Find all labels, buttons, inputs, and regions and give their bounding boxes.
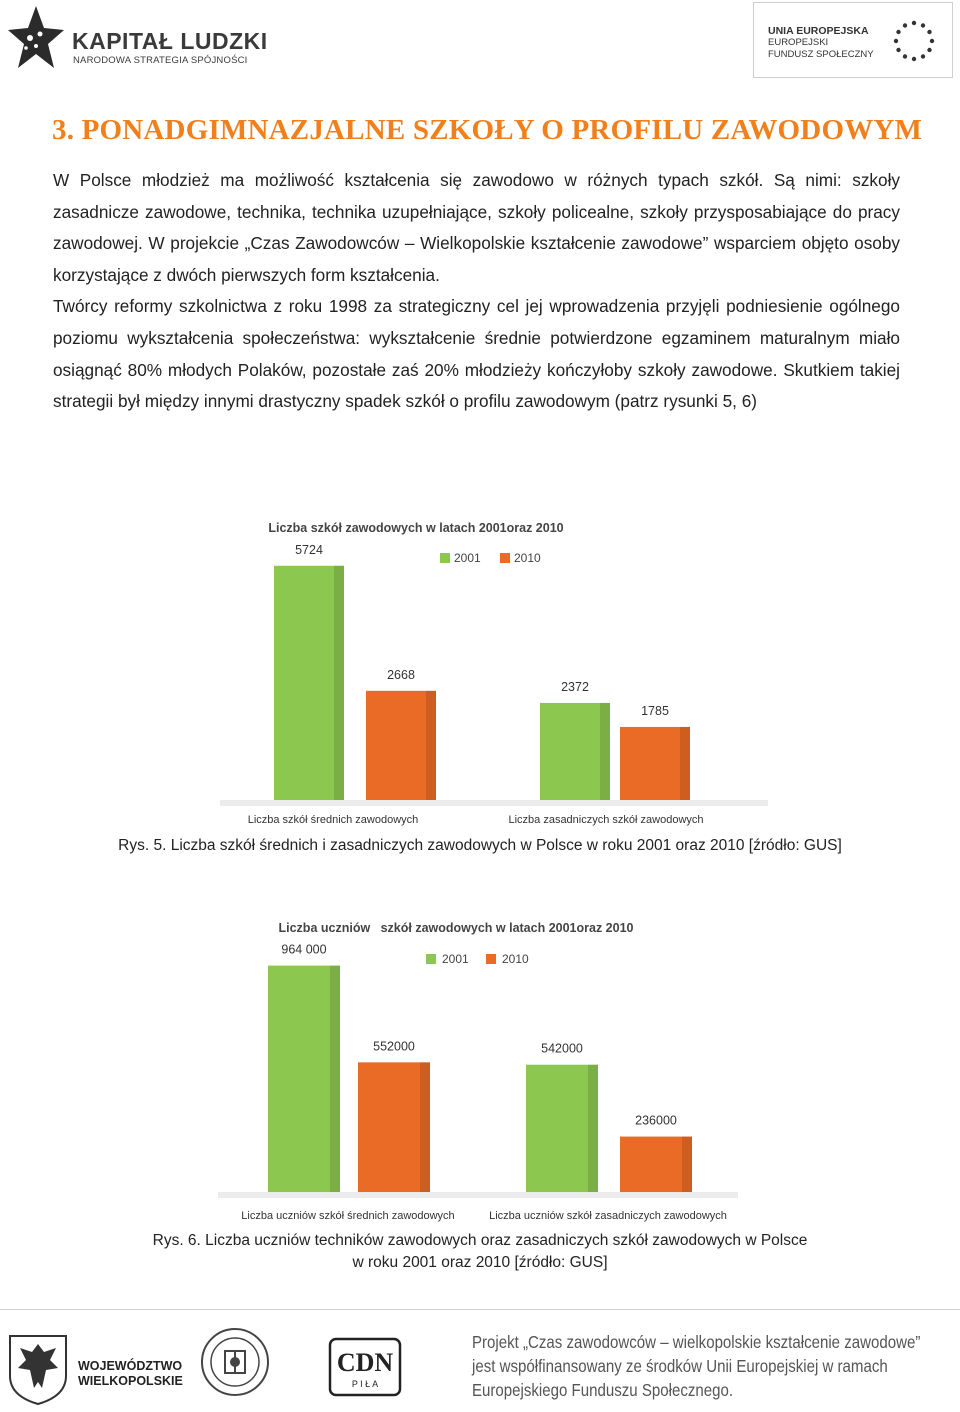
bar-shade-2001-category-1 bbox=[334, 566, 344, 800]
region-name-line1: WOJEWÓDZTWO bbox=[78, 1359, 183, 1373]
paragraph-2: Twórcy reformy szkolnictwa z roku 1998 za strategiczny cel jej wprowadzenia przyjęli podniesienie ogólnego poziomu wykształcenia społeczeństwa: wykształcenie średnie potwierdzone egzaminem maturalnym miało osiągnąć 80% młodych Polaków, pozostałe zaś 20% młodzieży kończyłoby szkoły zawodowe. Skutkiem takiej strategii był między innymi drastyczny spadek szkół o profilu zawodowym (patrz rysunki 5, 6) bbox=[53, 296, 900, 412]
region-name bbox=[78, 1359, 183, 1389]
kapital-ludzki-title: KAPITAŁ LUDZKI bbox=[72, 28, 268, 54]
category-label-1: Liczba uczniów szkół średnich zawodowych bbox=[241, 1210, 455, 1222]
legend-swatch-2001 bbox=[426, 954, 436, 964]
project-funding-note bbox=[472, 1330, 921, 1402]
eu-logo bbox=[753, 2, 953, 78]
data-label-2010-category-2: 236000 bbox=[635, 1113, 677, 1128]
university-seal-icon bbox=[200, 1327, 270, 1397]
legend-swatch-2010 bbox=[486, 954, 496, 964]
cdn-pila-logo bbox=[328, 1337, 402, 1397]
data-label-2010-category-2: 1785 bbox=[641, 703, 669, 718]
bar-2010-category-2 bbox=[620, 727, 690, 800]
figure-6-caption-line1: Rys. 6. Liczba uczniów techników zawodowych oraz zasadniczych szkół zawodowych w Polsce bbox=[152, 1232, 808, 1249]
kapital-ludzki-star-icon bbox=[6, 4, 66, 76]
data-label-2001-category-2: 542000 bbox=[541, 1041, 583, 1056]
legend-label-2010: 2010 bbox=[502, 952, 529, 966]
bar-shade-2001-category-2 bbox=[600, 703, 610, 800]
bar-2010-category-1 bbox=[358, 1062, 430, 1192]
chart-students bbox=[216, 912, 742, 1224]
data-label-2001-category-1: 5724 bbox=[295, 542, 323, 557]
chart-floor bbox=[218, 1192, 738, 1198]
bar-shade-2010-category-2 bbox=[682, 1137, 692, 1192]
cdn-logo-text: CDN bbox=[336, 1348, 394, 1377]
bar-shade-2010-category-1 bbox=[420, 1062, 430, 1192]
cdn-logo-subtext: P I Ł A bbox=[351, 1379, 379, 1389]
wielkopolska-eagle-icon bbox=[6, 1330, 70, 1406]
project-note-line1: Projekt „Czas zawodowców – wielkopolskie kształcenie zawodowe” bbox=[472, 1332, 921, 1352]
legend-swatch-2010 bbox=[500, 553, 510, 563]
bar-2010-category-2 bbox=[620, 1137, 692, 1192]
legend-swatch-2001 bbox=[440, 553, 450, 563]
eu-logo-line2: EUROPEJSKI bbox=[768, 37, 829, 48]
bar-shade-2010-category-2 bbox=[680, 727, 690, 800]
eu-logo-line3: FUNDUSZ SPOŁECZNY bbox=[768, 49, 874, 60]
region-name-line2: WIELKOPOLSKIE bbox=[78, 1374, 183, 1388]
paragraph-1: W Polsce młodzież ma możliwość kształcenia się zawodowo w różnych typach szkół. Są nimi: szkoły zasadnicze zawodowe, technika, technika uzupełniające, szkoły policealne, szkoły przysposabiające do pracy zawodowej. W projekcie „Czas Zawodowców – Wielkopolskie kształcenie zawodowe” wsparciem objęto osoby korzystające z dwóch pierwszych form kształcenia. bbox=[53, 170, 900, 285]
figure-6-caption bbox=[0, 1230, 960, 1274]
kapital-ludzki-subtitle: NARODOWA STRATEGIA SPÓJNOŚCI bbox=[73, 55, 248, 66]
legend-label-2010: 2010 bbox=[514, 551, 541, 565]
chart-schools bbox=[216, 510, 770, 832]
category-label-2: Liczba uczniów szkół zasadniczych zawodowych bbox=[489, 1210, 727, 1222]
figure-6-caption-line2: w roku 2001 oraz 2010 [źródło: GUS] bbox=[352, 1254, 608, 1271]
figure-5-caption: Rys. 5. Liczba szkół średnich i zasadniczych zawodowych w Polsce w roku 2001 oraz 2010 [źródło: GUS] bbox=[118, 837, 842, 854]
bar-shade-2001-category-2 bbox=[588, 1065, 598, 1192]
data-label-2010-category-1: 2668 bbox=[387, 667, 415, 682]
chart-floor bbox=[220, 800, 768, 806]
bar-2001-category-1 bbox=[268, 966, 340, 1192]
section-body bbox=[53, 165, 900, 418]
bar-shade-2001-category-1 bbox=[330, 966, 340, 1192]
eu-stars-icon bbox=[888, 17, 940, 65]
project-note-line2: jest współfinansowany ze środków Unii Europejskiej w ramach bbox=[472, 1356, 888, 1376]
bar-2001-category-1 bbox=[274, 566, 344, 800]
chart-title: Liczba uczniów szkół zawodowych w latach 2001oraz 2010 bbox=[278, 921, 634, 935]
footer-divider bbox=[0, 1309, 960, 1310]
eu-logo-line1: UNIA EUROPEJSKA bbox=[768, 25, 869, 37]
eu-logo-text bbox=[768, 25, 874, 61]
legend-label-2001: 2001 bbox=[442, 952, 469, 966]
kapital-ludzki-logo bbox=[6, 4, 268, 78]
project-note-line3: Europejskiego Funduszu Społecznego. bbox=[472, 1380, 734, 1400]
bar-2001-category-2 bbox=[526, 1065, 598, 1192]
bar-2001-category-2 bbox=[540, 703, 610, 800]
bar-2010-category-1 bbox=[366, 691, 436, 800]
chart-title: Liczba szkół zawodowych w latach 2001oraz 2010 bbox=[268, 521, 564, 535]
bar-shade-2010-category-1 bbox=[426, 691, 436, 800]
data-label-2001-category-1: 964 000 bbox=[281, 942, 327, 957]
data-label-2010-category-1: 552000 bbox=[373, 1039, 415, 1054]
data-label-2001-category-2: 2372 bbox=[561, 679, 589, 694]
category-label-2: Liczba zasadniczych szkół zawodowych bbox=[508, 814, 704, 826]
legend-label-2001: 2001 bbox=[454, 551, 481, 565]
section-title: 3. PONADGIMNAZJALNE SZKOŁY O PROFILU ZAWODOWYM bbox=[52, 114, 923, 146]
category-label-1: Liczba szkół średnich zawodowych bbox=[247, 814, 419, 826]
